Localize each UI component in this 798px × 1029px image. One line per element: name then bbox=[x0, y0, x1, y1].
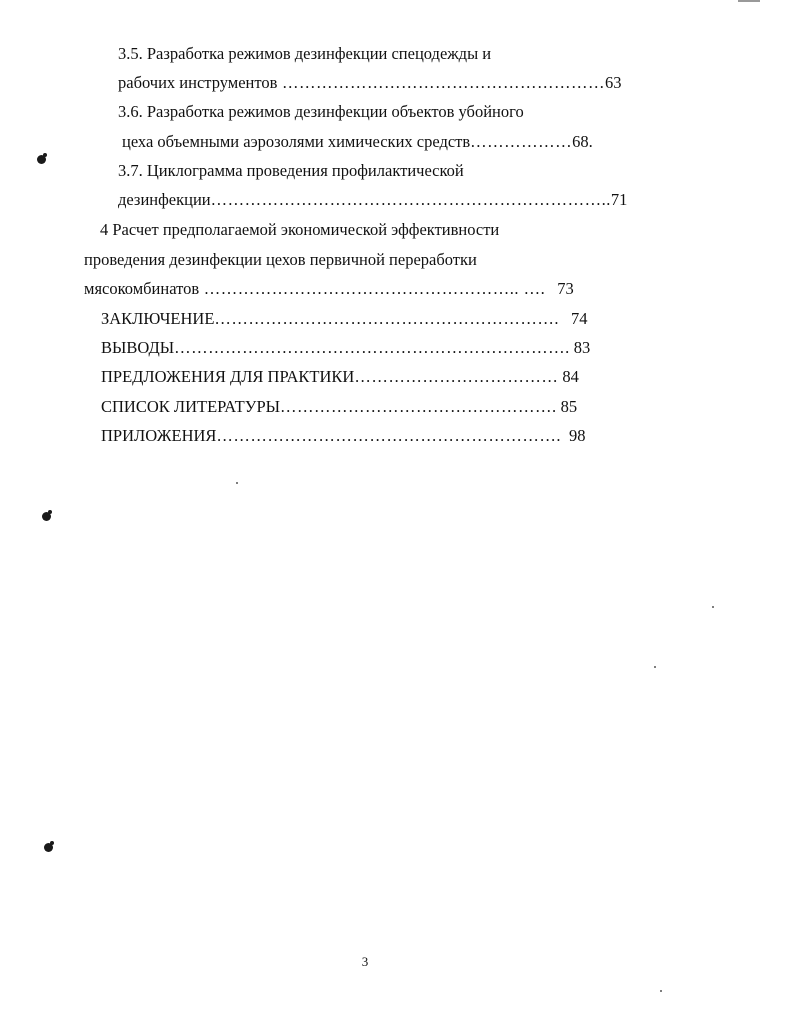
toc-text: цеха объемными аэрозолями химических средств bbox=[122, 132, 471, 151]
scan-edge-mark bbox=[738, 0, 760, 2]
toc-entry-3-7-title bbox=[118, 161, 464, 181]
toc-text: ЗАКЛЮЧЕНИЕ bbox=[101, 309, 215, 328]
toc-text: ВЫВОДЫ bbox=[101, 338, 175, 357]
toc-leader: …………………………………………………………….. bbox=[210, 190, 611, 209]
toc-page-number: 84 bbox=[562, 367, 579, 386]
toc-entry-3-6-title bbox=[118, 102, 524, 122]
toc-entry-3-6 bbox=[122, 132, 593, 152]
toc-text: проведения дезинфекции цехов первичной переработки bbox=[84, 250, 477, 269]
toc-leader: ……………… bbox=[470, 132, 573, 151]
toc-entry-4-title bbox=[100, 220, 499, 240]
toc-entry-literature bbox=[101, 397, 577, 417]
toc-text: рабочих инструментов bbox=[118, 73, 278, 92]
toc-page-number: 68. bbox=[572, 132, 593, 151]
toc-leader: ……………………………………………………………. bbox=[174, 338, 570, 357]
toc-page-number: 85 bbox=[560, 397, 578, 416]
toc-entry-appendix bbox=[101, 426, 586, 446]
toc-text: 3.6. Разработка режимов дезинфекции объектов убойного bbox=[118, 102, 524, 121]
toc-entry-4 bbox=[84, 279, 574, 299]
punch-hole-mark bbox=[42, 512, 51, 521]
toc-text: мясокомбинатов bbox=[84, 279, 200, 298]
page-number: 3 bbox=[361, 954, 369, 969]
toc-text: ПРИЛОЖЕНИЯ bbox=[101, 426, 217, 445]
toc-leader: ………………………………………………… bbox=[277, 73, 606, 92]
toc-page-number: 98 bbox=[569, 426, 586, 445]
scan-speck bbox=[712, 606, 714, 608]
toc-text: 3.7. Циклограмма проведения профилактической bbox=[118, 161, 464, 180]
toc-entry-3-7 bbox=[118, 190, 627, 210]
punch-hole-mark bbox=[44, 843, 53, 852]
toc-entry-3-5 bbox=[118, 73, 622, 93]
toc-text: 3.5. Разработка режимов дезинфекции спецодежды и bbox=[118, 44, 492, 63]
toc-page-number: 71 bbox=[610, 190, 628, 209]
toc-page-number: 74 bbox=[571, 309, 588, 328]
toc-leader: …………………………………………. bbox=[280, 397, 557, 416]
toc-page-number: 73 bbox=[557, 279, 574, 298]
toc-leader: ……………………………………………………. bbox=[216, 426, 562, 445]
toc-entry-conclusion bbox=[101, 309, 588, 329]
toc-page-number: 83 bbox=[573, 338, 591, 357]
toc-text: ПРЕДЛОЖЕНИЯ ДЛЯ ПРАКТИКИ bbox=[101, 367, 355, 386]
punch-hole-mark bbox=[37, 155, 46, 164]
toc-leader: ……………………………………………………. bbox=[214, 309, 560, 328]
toc-entry-3-5-title bbox=[118, 44, 491, 64]
toc-entry-4-title-cont bbox=[84, 250, 477, 270]
toc-entry-proposals bbox=[101, 367, 579, 387]
toc-page-number: 63 bbox=[605, 73, 622, 92]
scan-speck bbox=[660, 990, 662, 992]
toc-text: дезинфекции bbox=[118, 190, 211, 209]
toc-leader: ……………………………… bbox=[354, 367, 559, 386]
toc-text: СПИСОК ЛИТЕРАТУРЫ bbox=[101, 397, 281, 416]
toc-text: 4 Расчет предполагаемой экономической эффективности bbox=[100, 220, 500, 239]
toc-leader: ……………………………………………….. …. bbox=[199, 279, 546, 298]
scan-speck bbox=[236, 482, 238, 484]
toc-entry-findings bbox=[101, 338, 590, 358]
scan-speck bbox=[654, 666, 656, 668]
